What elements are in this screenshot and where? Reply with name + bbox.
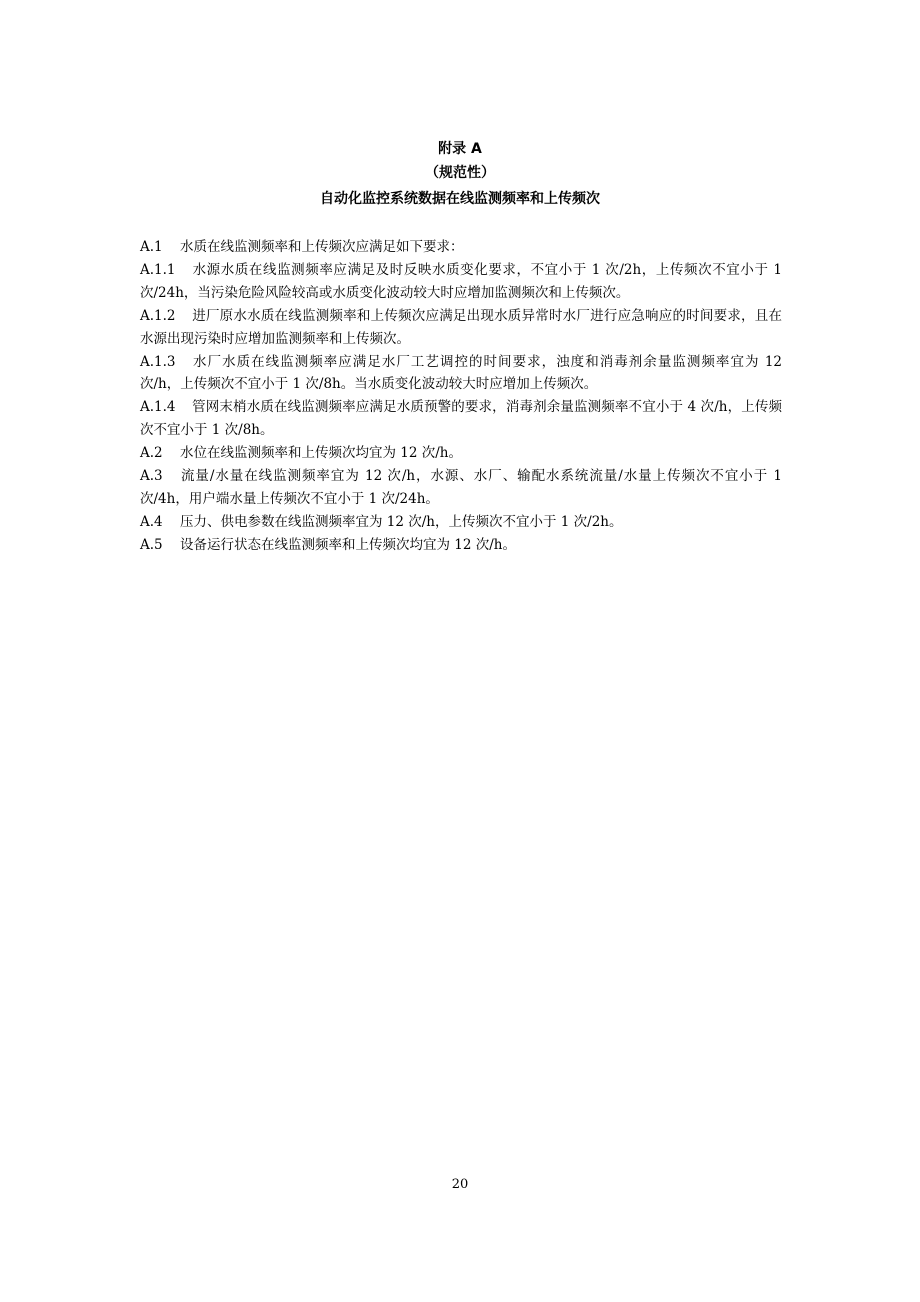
clause-text: 水厂水质在线监测频率应满足水厂工艺调控的时间要求，浊度和消毒剂余量监测频率宜为 12 次/h，上传频次不宜小于 1 次/8h。当水质变化波动较大时应增加上传频次。	[140, 353, 782, 393]
clause-text: 水源水质在线监测频率应满足及时反映水质变化要求，不宜小于 1 次/2h，上传频次不宜小于 1 次/24h，当污染危险风险较高或水质变化波动较大时应增加监测频次和上传频次。	[140, 261, 782, 301]
clause-number: A.1	[140, 239, 163, 255]
clause-text: 水质在线监测频率和上传频次应满足如下要求：	[180, 239, 464, 255]
clause-number: A.1.1	[140, 261, 176, 278]
clause-list	[140, 236, 782, 557]
clause-text: 压力、供电参数在线监测频率宜为 12 次/h，上传频次不宜小于 1 次/2h。	[180, 513, 623, 530]
appendix-label: 附录 A	[438, 141, 482, 157]
clause-number: A.2	[140, 445, 163, 462]
appendix-type: （规范性）	[425, 165, 495, 181]
clause-text: 管网末梢水质在线监测频率应满足水质预警的要求，消毒剂余量监测频率不宜小于 4 次/h，上传频次不宜小于 1 次/8h。	[140, 399, 782, 439]
clause-number: A.1.2	[140, 307, 176, 324]
clause-a1-3	[140, 351, 782, 397]
clause-a3	[140, 465, 782, 511]
clause-a5	[140, 534, 782, 557]
clause-number: A.3	[140, 468, 163, 485]
clause-number: A.5	[140, 536, 163, 553]
clause-text: 进厂原水水质在线监测频率和上传频次应满足出现水质异常时水厂进行应急响应的时间要求，且在水源出现污染时应增加监测频率和上传频次。	[140, 307, 782, 347]
clause-number: A.4	[140, 513, 163, 530]
clause-text: 水位在线监测频率和上传频次均宜为 12 次/h。	[180, 445, 463, 462]
clause-a1-2	[140, 305, 782, 351]
clause-a2	[140, 442, 782, 465]
page-number: 20	[451, 1177, 469, 1192]
clause-number: A.1.4	[140, 399, 176, 416]
clause-number: A.1.3	[140, 353, 176, 370]
clause-text: 设备运行状态在线监测频率和上传频次均宜为 12 次/h。	[180, 536, 517, 553]
clause-a4	[140, 511, 782, 534]
clause-text: 流量/水量在线监测频率宜为 12 次/h，水源、水厂、输配水系统流量/水量上传频次不宜小于 1 次/4h，用户端水量上传频次不宜小于 1 次/24h。	[140, 468, 782, 507]
appendix-title: 自动化监控系统数据在线监测频率和上传频次	[320, 191, 600, 207]
clause-a1	[140, 236, 782, 259]
clause-a1-4	[140, 396, 782, 442]
clause-a1-1	[140, 259, 782, 305]
